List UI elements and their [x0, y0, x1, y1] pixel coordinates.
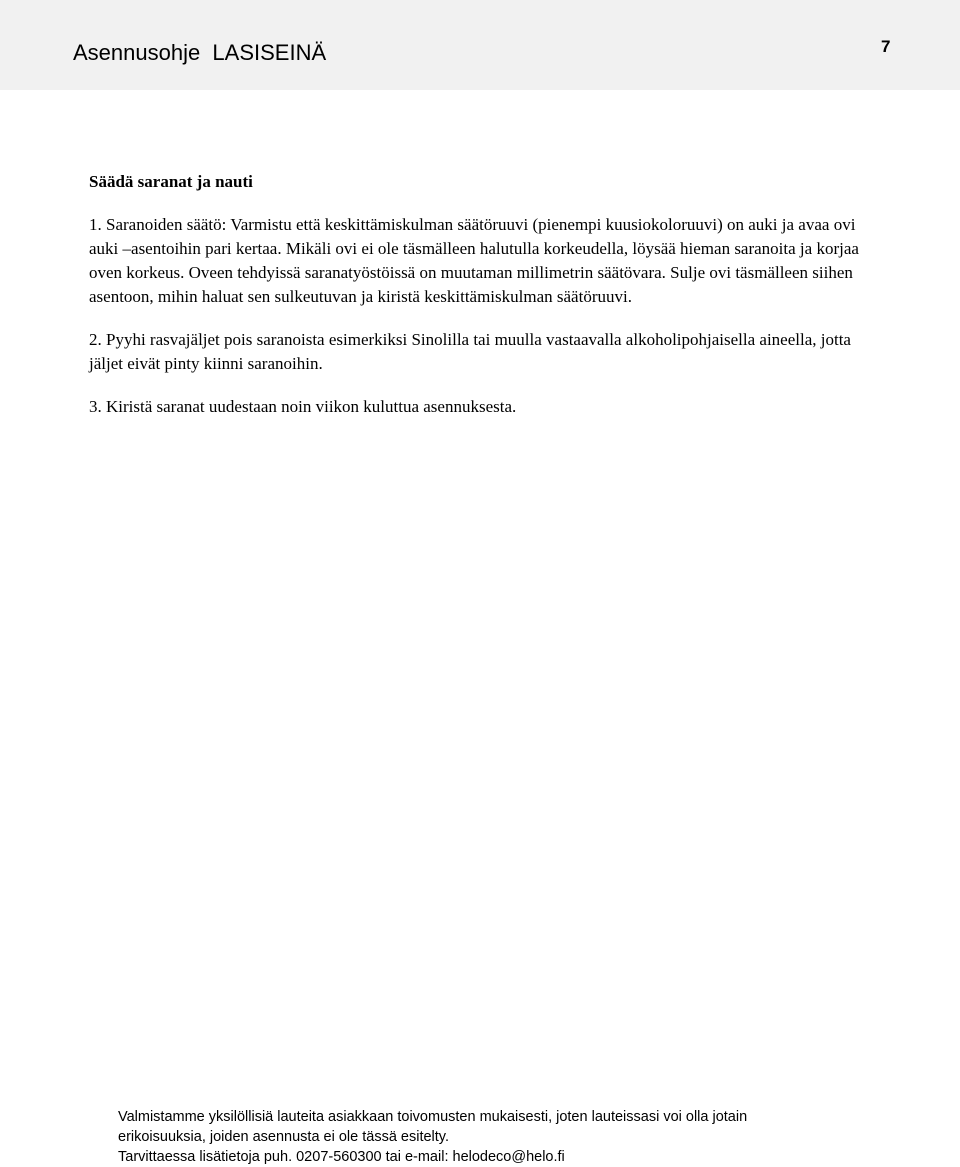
- page-number: 7: [881, 37, 891, 56]
- instruction-step-3: 3. Kiristä saranat uudestaan noin viikon kuluttua asennuksesta.: [89, 397, 517, 416]
- document-title: Asennusohje LASISEINÄ: [73, 40, 327, 65]
- page-header: [0, 0, 960, 90]
- instruction-step-2: 2. Pyyhi rasvajäljet pois saranoista esimerkiksi Sinolilla tai muulla vastaavalla alkoholipohjaisella aineella, jotta jäljet eivät pinty kiinni saranoihin.: [89, 330, 851, 373]
- footer-line-1: Valmistamme yksilöllisiä lauteita asiakkaan toivomusten mukaisesti, joten lauteissasi voi olla jotain: [118, 1109, 748, 1125]
- footer-line-2: erikoisuuksia, joiden asennusta ei ole tässä esitelty.: [118, 1129, 450, 1145]
- footer-contact-line: Tarvittaessa lisätietoja puh. 0207-560300 tai e-mail: helodeco@helo.fi: [118, 1149, 565, 1165]
- section-heading: Säädä saranat ja nauti: [89, 172, 253, 191]
- main-content: [89, 170, 869, 419]
- page-footer: [118, 1107, 898, 1167]
- instruction-step-1: 1. Saranoiden säätö: Varmistu että keskittämiskulman säätöruuvi (pienempi kuusiokoloruuvi) on auki ja avaa ovi auki –asentoihin pari kertaa. Mikäli ovi ei ole täsmälleen halutulla korkeudella, löysää hieman saranoita ja korjaa oven korkeus. Oveen tehdyissä saranatyöstöissä on muutaman millimetrin säätövara. Sulje ovi täsmälleen siihen asentoon, mihin haluat sen sulkeutuvan ja kiristä keskittämiskulman säätöruuvi.: [89, 215, 859, 306]
